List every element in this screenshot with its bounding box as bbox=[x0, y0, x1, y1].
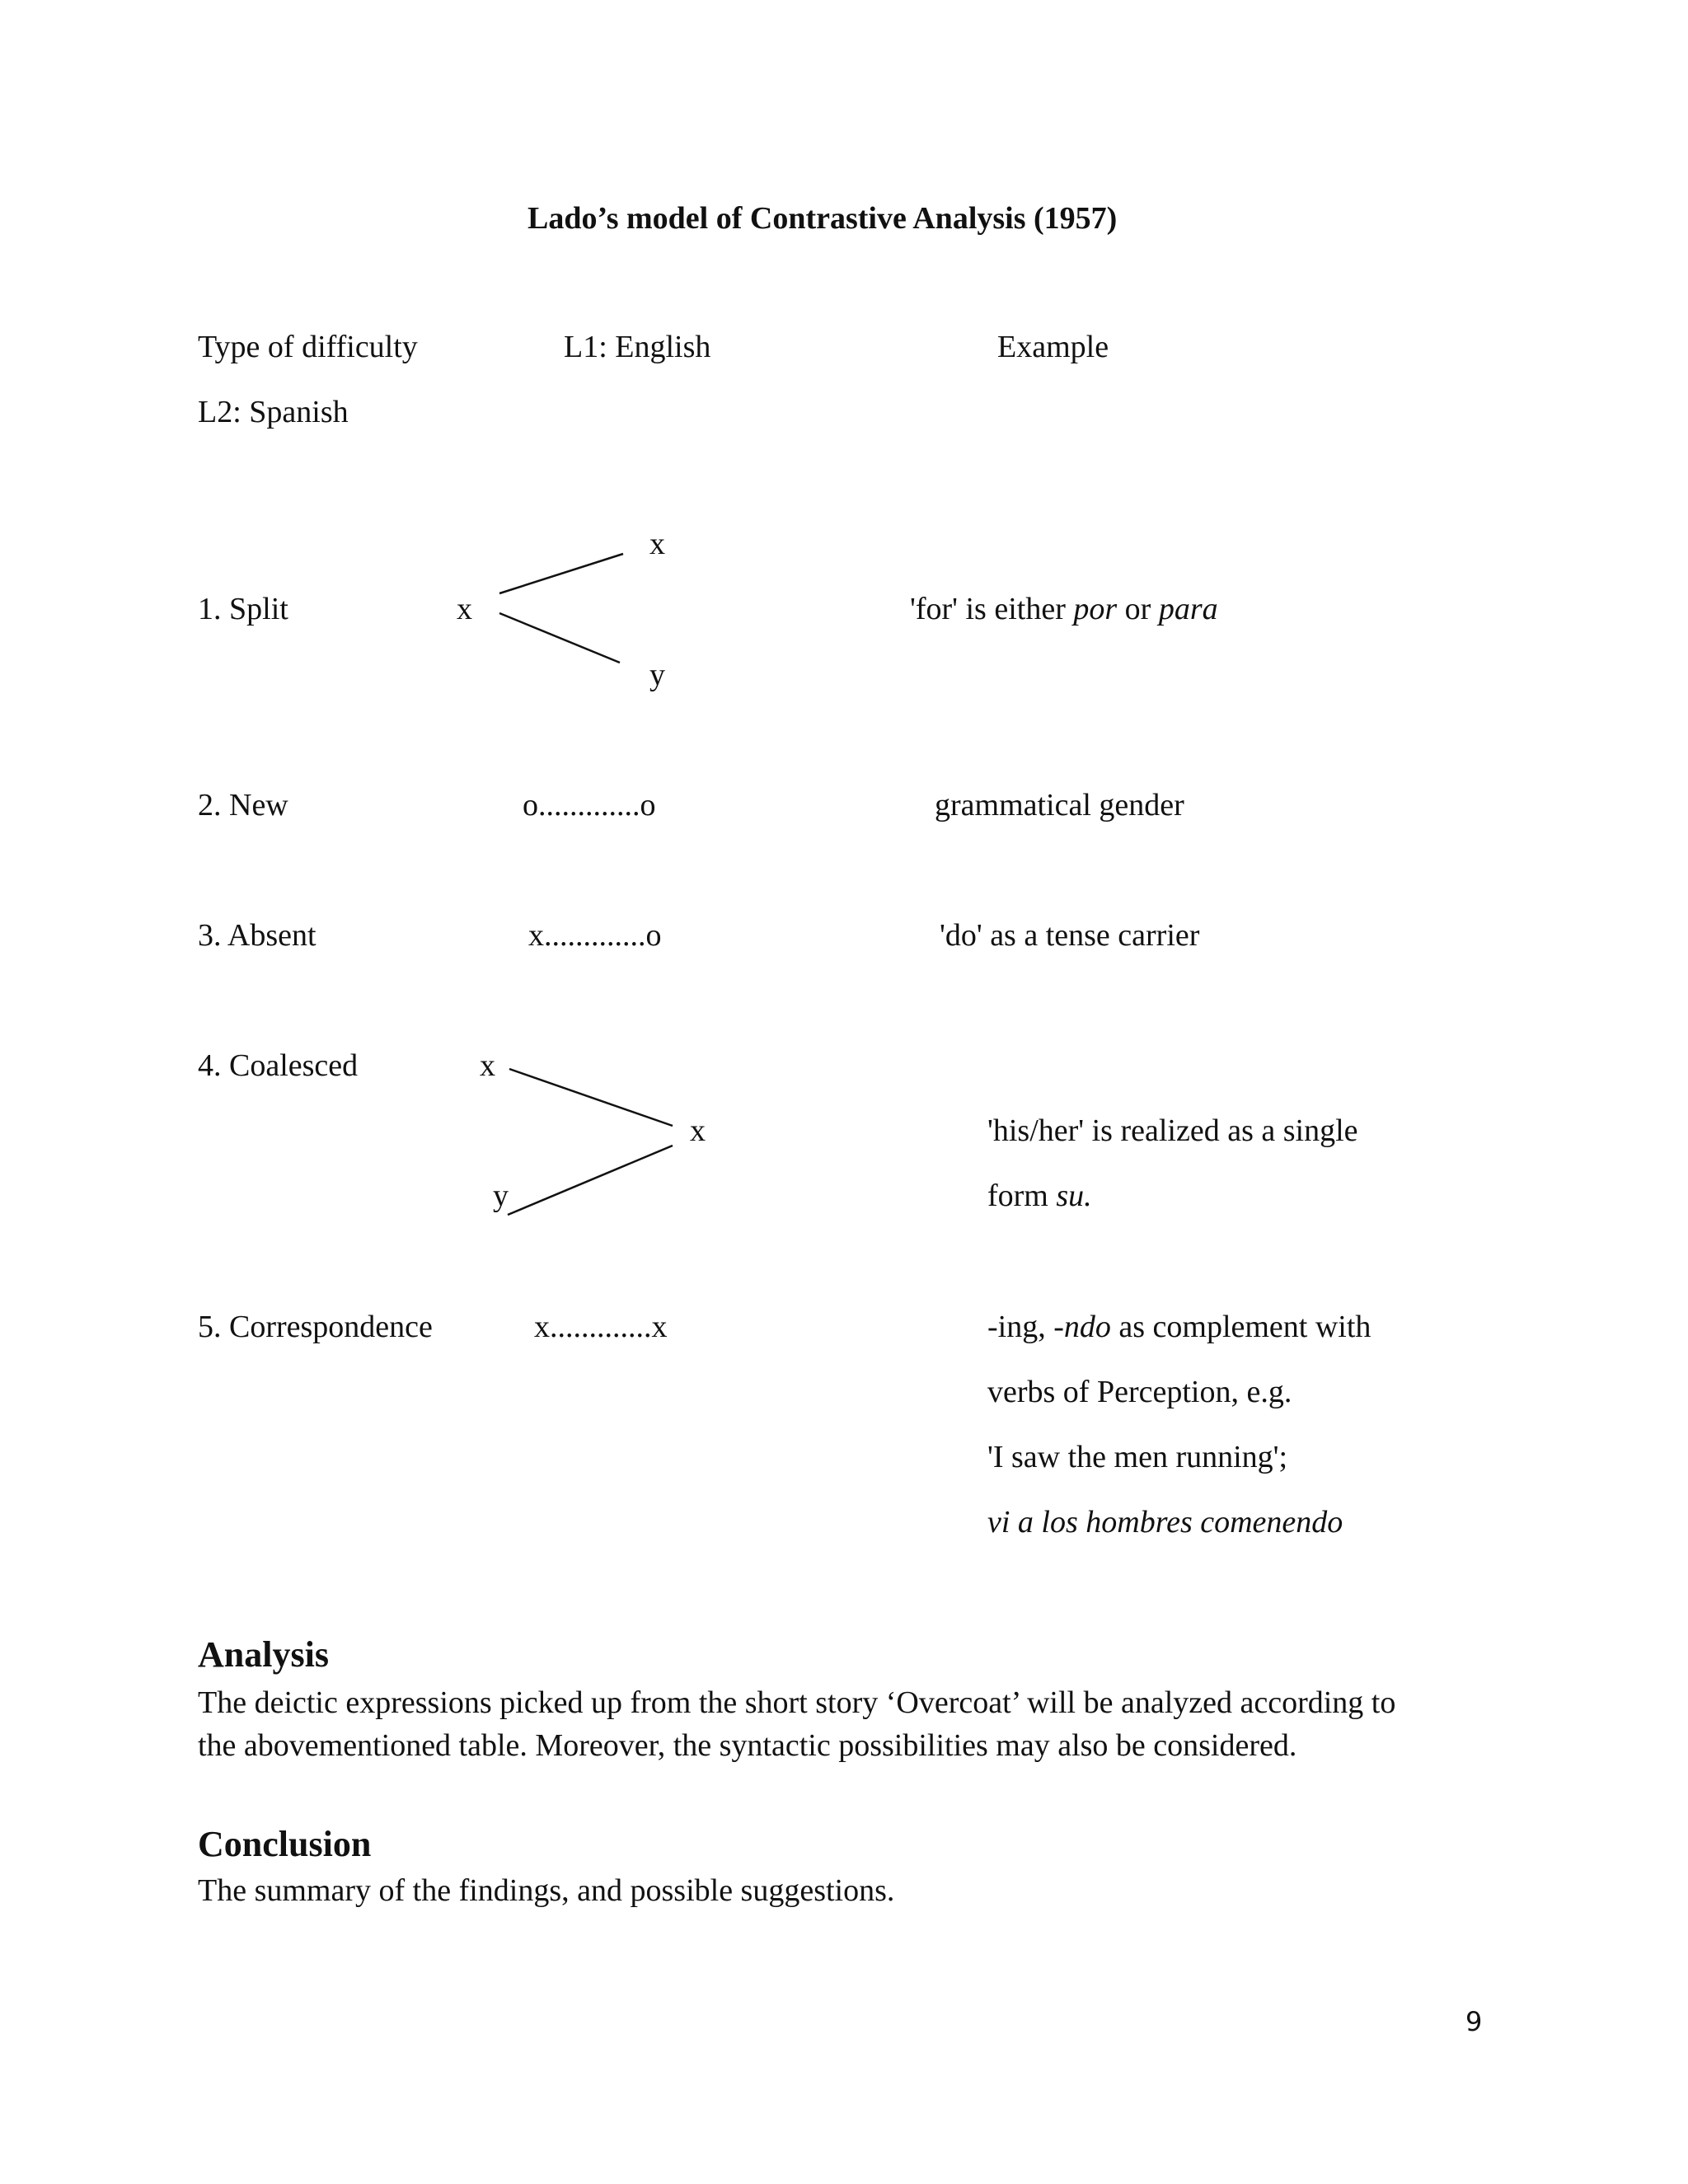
split-top-node: x bbox=[649, 527, 665, 561]
row-correspondence-example-line3: 'I saw the men running'; bbox=[987, 1440, 1288, 1474]
header-l1: L1: English bbox=[564, 330, 711, 364]
split-left-node: x bbox=[457, 592, 472, 626]
conclusion-heading: Conclusion bbox=[198, 1824, 372, 1864]
row-absent-label: 3. Absent bbox=[198, 918, 316, 953]
page-number: 9 bbox=[1465, 2006, 1483, 2037]
split-bottom-node: y bbox=[649, 658, 665, 692]
header-l2: L2: Spanish bbox=[198, 395, 349, 429]
row-correspondence-example-line1: -ing, -ndo as complement with bbox=[987, 1310, 1372, 1344]
coalesced-bottom-node: y bbox=[493, 1179, 509, 1213]
row-new-diagram: o.............o bbox=[523, 788, 656, 823]
header-type-of-difficulty: Type of difficulty bbox=[198, 330, 418, 364]
row-coalesced-example-line1: 'his/her' is realized as a single bbox=[987, 1113, 1358, 1148]
row-new-example: grammatical gender bbox=[935, 788, 1184, 823]
coalesced-line-lower bbox=[508, 1146, 673, 1215]
analysis-text-line1: The deictic expressions picked up from the short story ‘Overcoat’ will be analyzed according to bbox=[198, 1685, 1396, 1720]
conclusion-text: The summary of the findings, and possible suggestions. bbox=[198, 1873, 895, 1908]
row-correspondence-diagram: x.............x bbox=[534, 1310, 668, 1344]
row-absent-example: 'do' as a tense carrier bbox=[940, 918, 1200, 953]
analysis-heading: Analysis bbox=[198, 1634, 329, 1675]
row-absent-diagram: x.............o bbox=[528, 918, 662, 953]
analysis-text-line2: the abovementioned table. Moreover, the syntactic possibilities may also be considered. bbox=[198, 1728, 1297, 1763]
page-title: Lado’s model of Contrastive Analysis (1957) bbox=[528, 201, 1118, 236]
row-correspondence-example-line2: verbs of Perception, e.g. bbox=[987, 1375, 1292, 1409]
split-line-lower bbox=[499, 613, 620, 663]
row-coalesced-label: 4. Coalesced bbox=[198, 1048, 359, 1083]
header-example: Example bbox=[997, 330, 1109, 364]
row-correspondence-label: 5. Correspondence bbox=[198, 1310, 433, 1344]
row-coalesced-example-line2: form su. bbox=[987, 1179, 1092, 1213]
coalesced-line-upper bbox=[509, 1069, 673, 1126]
split-line-upper bbox=[499, 554, 623, 593]
row-new-label: 2. New bbox=[198, 788, 288, 823]
coalesced-top-node: x bbox=[480, 1048, 495, 1083]
row-correspondence-example-line4: vi a los hombres comenendo bbox=[987, 1505, 1343, 1540]
coalesced-right-node: x bbox=[690, 1113, 706, 1148]
row-split-label: 1. Split bbox=[198, 592, 288, 626]
row-split-example: 'for' is either por or para bbox=[910, 592, 1218, 626]
